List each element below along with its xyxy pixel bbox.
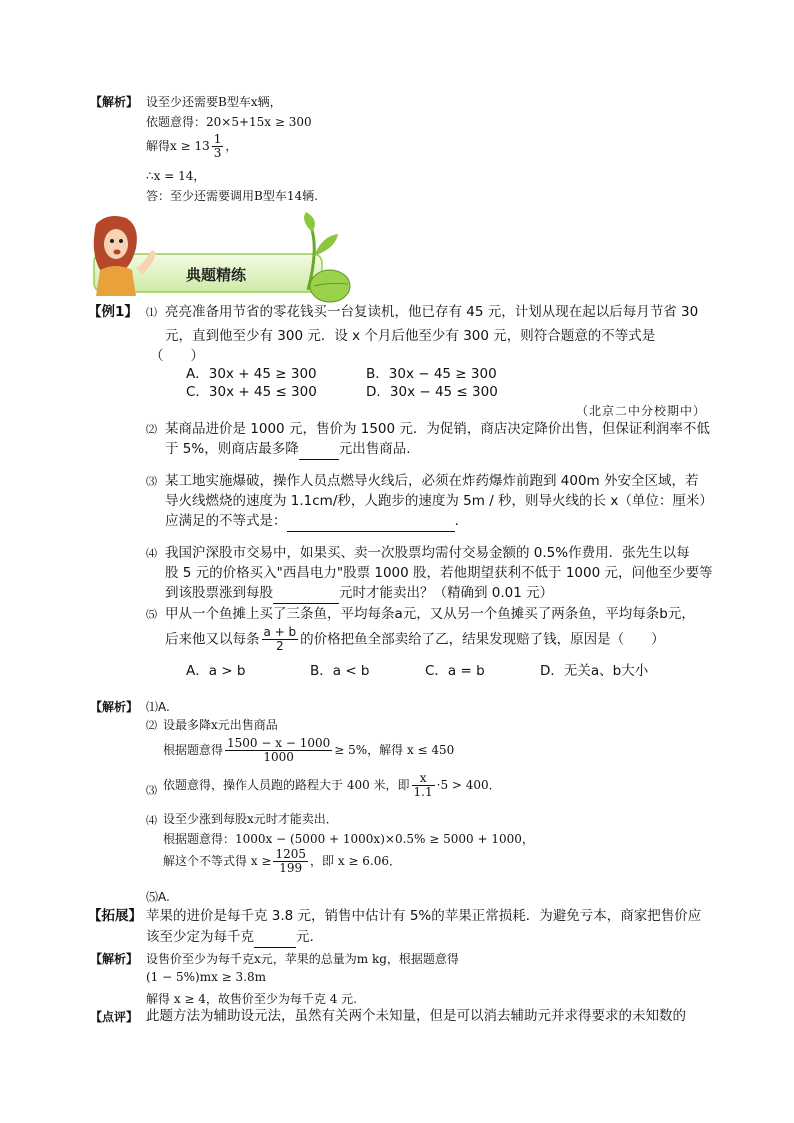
- question-text: 到该股票涨到每股 元时才能卖出？（精确到 0.01 元）: [165, 583, 553, 604]
- example-tag: 【例1】: [88, 304, 138, 320]
- question-number: ⑵: [146, 423, 157, 436]
- question-text: 我国沪深股市交易中，如果买、卖一次股票均需付交易金额的 0.5%作费用．张先生以每: [165, 545, 690, 561]
- solution-line: 解得 x ≥ 4，故售价至少为每千克 4 元.: [146, 992, 357, 1006]
- solution-line: 设最多降x元出售商品: [163, 718, 278, 732]
- question-text: 后来他又以每条 $\frac{a + b}{2}$ 的价格把鱼全部卖给了乙，结果发现赔了钱，原因是（ ）: [165, 625, 665, 653]
- extension-text: 该至少定为每千克 元.: [146, 927, 314, 948]
- solution-line: 设售价至少为每千克x元，苹果的总量为m kg，根据题意得: [146, 952, 459, 966]
- choice-d: D．30x − 45 ≤ 300: [366, 384, 498, 400]
- solution-line: 根据题意得 $\frac{1500 - x - 1000}{1000}$ ≥ 5%，解得 x ≤ 450: [163, 736, 455, 764]
- solution-line: 答：至少还需要调用B型车14辆.: [146, 189, 318, 203]
- choice-b: B．a < b: [310, 663, 370, 679]
- comment-tag: 【点评】: [90, 1010, 139, 1024]
- source-note: （北京二中分校期中）: [576, 404, 707, 418]
- question-text: 元，直到他至少有 300 元．设 x 个月后他至少有 300 元，则符合题意的不等式是: [165, 328, 656, 344]
- solution-number: ⑵: [146, 719, 157, 732]
- question-text: 应满足的不等式是： .: [165, 511, 459, 532]
- solution-line: 依题意得：20×5+15x ≥ 300: [146, 115, 312, 129]
- choice-a: A．a > b: [186, 663, 246, 679]
- question-number: ⑸: [146, 608, 157, 621]
- choice-b: B．30x − 45 ≥ 300: [366, 366, 497, 382]
- question-text: 某工地实施爆破，操作人员点燃导火线后，必须在炸药爆炸前跑到 400m 外安全区域，若: [165, 473, 699, 489]
- answer-blank[interactable]: [273, 583, 339, 604]
- choice-c: C．a = b: [425, 663, 485, 679]
- choice-a: A．30x + 45 ≥ 300: [186, 366, 317, 382]
- question-text: 股 5 元的价格买入"西昌电力"股票 1000 股，若他期望获利不低于 1000 元，问他至少要等: [165, 565, 713, 581]
- section-banner: [86, 212, 356, 307]
- banner-graphic: [86, 212, 356, 307]
- solution-line: 解得x ≥ 13 $\frac{1}{3}$ ，: [146, 132, 238, 160]
- answer-blank[interactable]: [299, 439, 339, 460]
- choice-c: C．30x + 45 ≤ 300: [186, 384, 317, 400]
- solution-line: ∴x = 14，: [146, 169, 206, 183]
- question-text: 于 5%，则商店最多降 元出售商品.: [165, 439, 411, 460]
- solution-line: (1 − 5%)mx ≥ 3.8m: [146, 970, 267, 984]
- question-text: 亮亮准备用节省的零花钱买一台复读机，他已存有 45 元，计划从现在起以后每月节省 30: [165, 304, 699, 320]
- question-number: ⑶: [146, 475, 157, 488]
- choice-d: D．无关a、b大小: [540, 663, 649, 679]
- solution-line: 解这个不等式得 x ≥ $\frac{1205}{199}$ ，即 x ≥ 6.06．: [163, 847, 401, 875]
- answer-blank[interactable]: [287, 511, 455, 532]
- question-text: 甲从一个鱼摊上买了三条鱼，平均每条a元，又从另一个鱼摊买了两条鱼，平均每条b元，: [165, 606, 695, 622]
- question-number: ⑷: [146, 547, 157, 560]
- comment-text: 此题方法为辅助设元法，虽然有关两个未知量，但是可以消去辅助元并求得要求的未知数的: [146, 1008, 686, 1024]
- answer-blank[interactable]: [254, 927, 296, 948]
- solution-line: ⑸A.: [146, 890, 170, 904]
- answer-parentheses: （ ）: [150, 348, 204, 364]
- solution-tag: 【解析】: [90, 700, 139, 714]
- question-text: 某商品进价是 1000 元，售价为 1500 元．为促销，商店决定降价出售，但保证利润率不低: [165, 421, 710, 437]
- solution-number: ⑶: [146, 784, 157, 797]
- solution-line: ⑴A.: [146, 700, 170, 714]
- solution-line: 依题意得，操作人员跑的路程大于 400 米，即 $\frac{x}{1.1}$ ·5 > 400．: [163, 771, 501, 799]
- solution-tag: 【解析】: [90, 952, 139, 966]
- solution-tag: 【解析】: [90, 95, 139, 109]
- solution-number: ⑷: [146, 814, 157, 827]
- solution-line: 设至少涨到每股x元时才能卖出．: [163, 812, 338, 826]
- section-title: 典题精练: [186, 266, 247, 284]
- solution-line: 根据题意得：1000x − (5000 + 1000x)×0.5% ≥ 5000 + 1000，: [163, 832, 534, 846]
- question-number: ⑴: [146, 306, 157, 319]
- solution-line: 设至少还需要B型车x辆，: [146, 95, 282, 109]
- extension-tag: 【拓展】: [88, 908, 142, 924]
- extension-text: 苹果的进价是每千克 3.8 元，销售中估计有 5%的苹果正常损耗．为避免亏本，商家把售价应: [146, 908, 702, 924]
- question-text: 导火线燃烧的速度为 1.1cm/秒，人跑步的速度为 5m / 秒，则导火线的长 x（单位：厘米）: [165, 493, 713, 509]
